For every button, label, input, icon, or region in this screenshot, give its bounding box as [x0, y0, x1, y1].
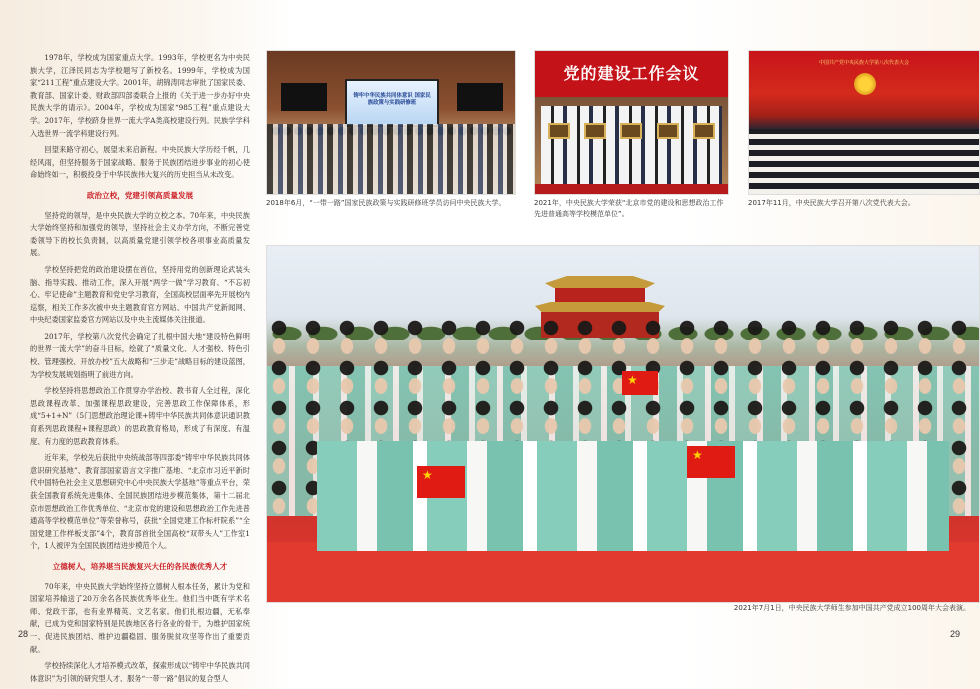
page-number-left: 28	[18, 629, 29, 639]
plaque	[693, 123, 715, 139]
paragraph: 1978年，学校成为国家重点大学。1993年，学校更名为中央民族大学，江泽民同志为学校题写了新校名。1999年，学校成为国家“211工程”重点建设大学。2001年，胡锦涛同志审批了国家民委、教育部、国家计委、财政部四部委联合上报的《关于进一步办好中央民族大学的请示》。2004年，学校成为国家“985工程”重点建设大学。2017年，学校跻身世界一流大学A类高校建设行列。民族学学科入选世界一流学科建设行列。	[30, 53, 250, 138]
paragraph: 70年来，中央民族大学始终坚持立德树人根本任务，累计为党和国家培养输送了20万余名各民族优秀毕业生。他们当中既有学术名师、党政干部，也有业界精英、文艺名家。他们扎根边疆，无私奉献，已成为党和国家特别是民族地区各行各业的骨干，为维护国家统一、促进民族团结、维护边疆稳固、服务脱贫攻坚等作出了重要贡献。	[30, 581, 250, 654]
caption-photo4: 2021年7月1日，中央民族大学师生参加中国共产党成立100周年大会表演。	[733, 604, 970, 612]
party-emblem-icon	[854, 73, 876, 95]
photo-award-ceremony	[534, 50, 729, 195]
red-carpet	[535, 184, 728, 194]
left-page-text	[30, 52, 250, 689]
paragraph: 2017年，学校第八次党代会确定了扎根中国大地“建设特色鲜明的世界一流大学”的奋斗目标，绘就了“质量文化、人才强校、特色引校、管理强校、开放办校”五大战略和“三步走”战略目标的建设蓝图，为学校发展规划指明了前进方向。	[30, 331, 250, 379]
photo-centenary-performance	[266, 245, 980, 603]
group-of-people	[267, 124, 515, 194]
paragraph: 近年来，学校先后获批中央统战部等四部委“铸牢中华民族共同体意识研究基地”、教育部国家语言文字推广基地、“北京市习近平新时代中国特色社会主义思想研究中心中央民族大学基地”等重点平台，荣获全国教育系统先进集体、全国民族团结进步模范集体，第十二届北京市思想政治工作优秀单位、“北京市党的建设和思想政治工作先进普通高等学校模范单位”等荣誉称号，获批“全国党建工作标杆院系”“全国党建工作样板支部”4个，教育部首批全国高校“双带头人”工作室1个，1人被评为全国民族团结进步模范个人。	[30, 453, 250, 551]
party-flag-icon	[687, 446, 735, 478]
section-heading-education: 立德树人，培养堪当民族复兴大任的各民族优秀人才	[52, 561, 228, 571]
plaque	[620, 123, 642, 139]
national-flag-icon	[417, 466, 465, 498]
paragraph: 坚持党的领导，是中央民族大学的立校之本。70年来，中央民族大学始终坚持和加强党的领导，坚持社会主义办学方向，不断完善党委领导下的校长负责制，以高质量党建引领学校各项事业高质量发展。	[30, 210, 250, 258]
red-banner: 党的建设工作会议	[563, 64, 700, 83]
paragraph: 回望来路守初心，展望未来启新程。中央民族大学历经千帆，几经风雨，但坚持服务于国家战略、服务于民族团结进步事业的初心使命始终如一，积极投身于中华民族伟大复兴的历史担当从未改变。	[30, 145, 250, 180]
screen-text: 铸牢中华民族共同体意识 国家民族政策与实践研修班	[353, 93, 431, 106]
caption-photo3: 2017年11月，中央民族大学召开第八次党代表大会。	[748, 199, 915, 207]
caption-photo2: 2021年，中央民族大学荣获“北京市党的建设和思想政治工作先进普通高等学校模范单位”。	[534, 199, 724, 218]
award-plaques	[541, 123, 722, 139]
paragraph: 学校坚持将思想政治工作贯穿办学治校、教书育人全过程，深化思政课程改革、加强课程思政建设，完善思政工作保障体系，形成“5+1+N”（5门思想政治理论课+铸牢中华民族共同体意识通识教育系列思政课程+课程思政）的思政教育格局，形成了有深度、有温度、有力度的思政教育体系。	[30, 386, 250, 446]
page-number-right: 29	[950, 629, 961, 639]
party-flag-icon	[622, 371, 658, 395]
audience-seats	[749, 129, 979, 194]
red-floor	[267, 542, 979, 602]
plaque	[548, 123, 570, 139]
tv-screen-left	[281, 83, 327, 111]
photo-seminar-group	[266, 50, 516, 195]
plaque	[584, 123, 606, 139]
photo-party-congress	[748, 50, 980, 195]
paragraph: 学校持续深化人才培养模式改革，探索形成以“铸牢中华民族共同体意识”为引领的研究型人才、服务“一带一路”倡议的复合型人	[30, 661, 250, 683]
congress-banner: 中国共产党中央民族大学第八次代表大会	[818, 60, 909, 66]
section-heading-politics: 政治立校，党建引领高质量发展	[86, 190, 194, 200]
projection-screen	[345, 79, 439, 127]
award-recipients	[541, 106, 722, 186]
plaque	[657, 123, 679, 139]
caption-photo1: 2018年6月，“一带一路”国家民族政策与实践研修班学员访问中央民族大学。	[266, 199, 506, 207]
front-row-students	[317, 441, 949, 551]
paragraph: 学校坚持把党的政治建设摆在首位，坚持用党的创新理论武装头脑、指导实践、推动工作，深入开展“两学一做”学习教育、“不忘初心、牢记使命”主题教育和党史学习教育，全国高校层面率先开展校内巡察，相关工作多次被中央主题教育官方网站、中国共产党新闻网、中央纪委国家监委官方网站以及中央主流媒体关注报道。	[30, 264, 250, 325]
tv-screen-right	[457, 83, 503, 111]
